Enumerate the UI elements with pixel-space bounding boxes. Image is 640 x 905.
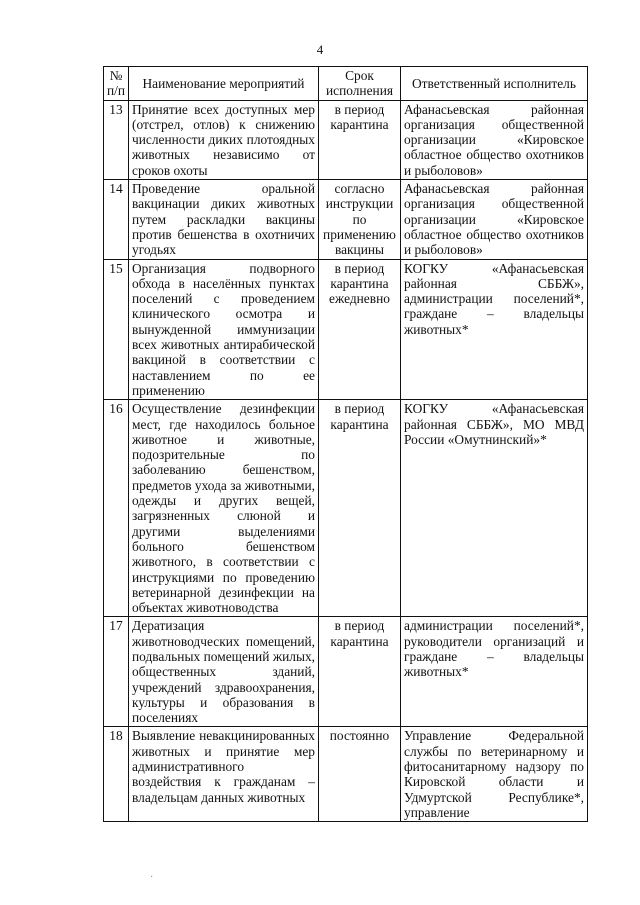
row-num: 13 (104, 100, 129, 179)
table-row (104, 400, 588, 617)
row-num: 14 (104, 180, 129, 259)
row-term: согласно инструкции по применению вакцины (319, 180, 401, 259)
row-num: 18 (104, 727, 129, 822)
header-name: Наименование мероприятий (129, 67, 319, 101)
row-term: постоянно (319, 727, 401, 822)
page-number: 4 (316, 42, 324, 57)
scan-speck: · (150, 872, 154, 883)
table-row (104, 180, 588, 259)
row-responsible: КОГКУ «Афанасьевская районная СББЖ», МО МВД России «Омутнинский»* (401, 400, 588, 617)
row-responsible: Афанасьевская районная организация общественной организации «Кировское областное общество охотников и рыболовов» (401, 100, 588, 179)
header-num: № п/п (104, 67, 129, 101)
row-responsible: Афанасьевская районная организация общественной организации «Кировское областное общество охотников и рыболовов» (401, 180, 588, 259)
row-term: в период карантина (319, 400, 401, 617)
header-responsible: Ответственный исполнитель (401, 67, 588, 101)
row-term: в период карантина (319, 100, 401, 179)
row-name: Осуществление дезинфекции мест, где находилось больное животное и животные, подозрительные по заболеванию бешенством, предметов ухода за животными, одежды и других вещей, загрязненных слюной и другими выделениями больного бешенством животного, в соответствии с инструкциями по проведению ветеринарной дезинфекции на объектах животноводства (129, 400, 319, 617)
table-row (104, 727, 588, 822)
row-responsible: Управление Федеральной службы по ветеринарному и фитосанитарному надзору по Кировской области и Удмуртской Республике*, управление (401, 727, 588, 822)
row-num: 16 (104, 400, 129, 617)
table-header-row (104, 67, 588, 101)
row-responsible: администрации поселений*, руководители организаций и граждане – владельцы животных* (401, 617, 588, 727)
row-name: Проведение оральной вакцинации диких животных путем раскладки вакцины против бешенства в охотничих угодьях (129, 180, 319, 259)
row-name: Дератизация животноводческих помещений, подвальных помещений жилых, общественных зданий, учреждений здравоохранения, культуры и образования в поселениях (129, 617, 319, 727)
table-row (104, 100, 588, 179)
measures-table (103, 66, 588, 822)
row-term: в период карантина ежедневно (319, 259, 401, 400)
table-row (104, 259, 588, 400)
row-name: Организация подворного обхода в населённых пунктах поселений с проведением клинического осмотра и вынужденной иммунизации всех животных антирабической вакциной в соответствии с наставлением по ее применению (129, 259, 319, 400)
row-name: Принятие всех доступных мер (отстрел, отлов) к снижению численности диких плотоядных животных независимо от сроков охоты (129, 100, 319, 179)
row-term: в период карантина (319, 617, 401, 727)
row-name: Выявление невакцинированных животных и принятие мер административного воздействия к гражданам – владельцам данных животных (129, 727, 319, 822)
table-row (104, 617, 588, 727)
header-term: Срок исполнения (319, 67, 401, 101)
row-responsible: КОГКУ «Афанасьевская районная СББЖ», администрации поселений*, граждане – владельцы животных* (401, 259, 588, 400)
row-num: 15 (104, 259, 129, 400)
row-num: 17 (104, 617, 129, 727)
